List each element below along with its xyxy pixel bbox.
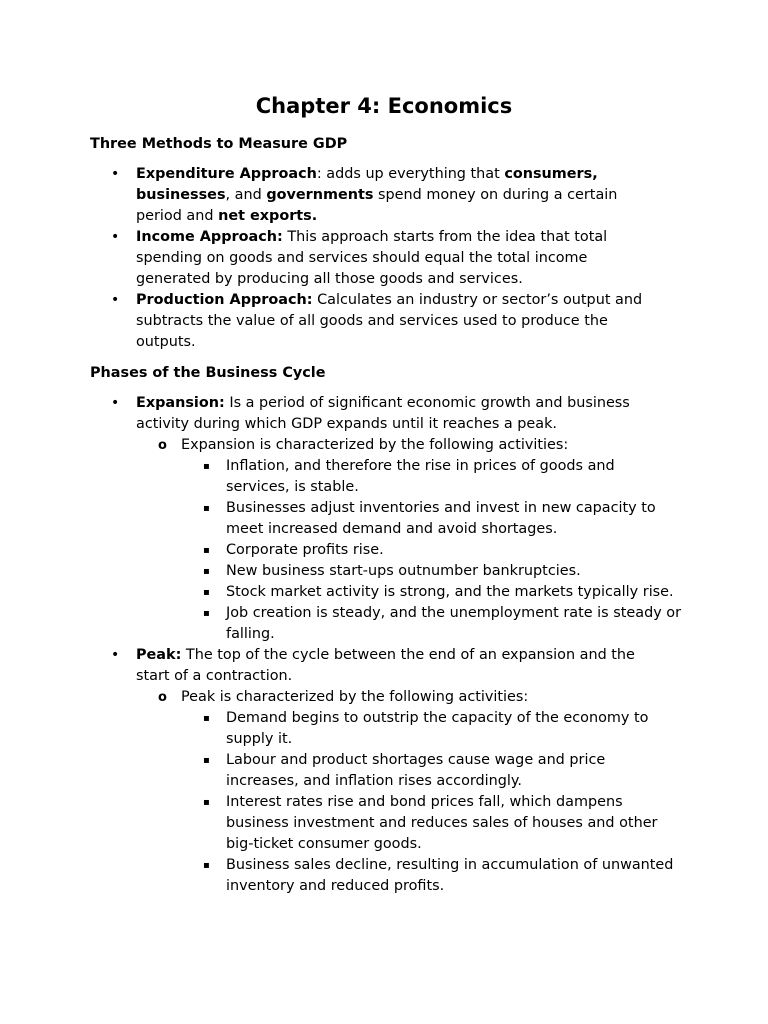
square-bullet-icon: ▪ bbox=[203, 587, 210, 598]
point-text: Business sales decline, resulting in accumulation of unwanted inventory and reduced profits. bbox=[226, 857, 674, 894]
point-text: Demand begins to outstrip the capacity of the economy to supply it. bbox=[226, 710, 649, 747]
item-label: Peak: bbox=[136, 647, 182, 663]
circle-marker: o bbox=[158, 690, 167, 705]
point-text: Inflation, and therefore the rise in prices of goods and services, is stable. bbox=[226, 458, 615, 495]
list-item-expenditure bbox=[0, 164, 666, 227]
peak-point bbox=[0, 750, 681, 792]
square-bullet-icon: ▪ bbox=[203, 860, 210, 871]
expansion-point bbox=[0, 603, 681, 645]
square-bullet-icon: ▪ bbox=[203, 713, 210, 724]
square-bullet-icon: ▪ bbox=[203, 566, 210, 577]
item-emphasis: governments bbox=[266, 187, 374, 203]
point-text: Corporate profits rise. bbox=[226, 542, 384, 558]
expansion-point bbox=[0, 561, 681, 582]
sub-item-expansion bbox=[0, 435, 681, 456]
list-item-income bbox=[0, 227, 666, 290]
section-heading-gdp: Three Methods to Measure GDP bbox=[90, 136, 348, 152]
list-item-expansion bbox=[0, 393, 666, 435]
item-text: The top of the cycle between the end of an expansion and the start of a contraction. bbox=[136, 647, 635, 684]
expansion-point bbox=[0, 498, 681, 540]
item-text: : adds up everything that bbox=[316, 166, 505, 182]
point-text: Job creation is steady, and the unemployment rate is steady or falling. bbox=[226, 605, 682, 642]
gdp-methods-list bbox=[0, 164, 768, 353]
square-bullet-icon: ▪ bbox=[203, 755, 210, 766]
bullet-marker: • bbox=[111, 166, 120, 182]
item-emphasis: net exports. bbox=[218, 208, 318, 224]
item-text: , and bbox=[225, 187, 267, 203]
item-text: This approach starts from the idea that total spending on goods and services should equal the total income generated by producing all those goods and services. bbox=[136, 229, 608, 287]
item-emphasis: consumers, businesses bbox=[136, 166, 598, 203]
list-item-production bbox=[0, 290, 666, 353]
bullet-marker: • bbox=[111, 647, 120, 663]
list-item-peak bbox=[0, 645, 666, 687]
circle-marker: o bbox=[158, 438, 167, 453]
item-text: Is a period of significant economic growth and business activity during which GDP expands until it reaches a peak. bbox=[136, 395, 630, 432]
bullet-marker: • bbox=[111, 229, 120, 245]
square-bullet-icon: ▪ bbox=[203, 797, 210, 808]
sub-item-text: Expansion is characterized by the following activities: bbox=[181, 437, 569, 453]
square-bullet-icon: ▪ bbox=[203, 545, 210, 556]
square-bullet-icon: ▪ bbox=[203, 503, 210, 514]
sub-item-text: Peak is characterized by the following activities: bbox=[181, 689, 529, 705]
peak-point bbox=[0, 708, 681, 750]
point-text: Labour and product shortages cause wage and price increases, and inflation rises accordingly. bbox=[226, 752, 606, 789]
bullet-marker: • bbox=[111, 292, 120, 308]
point-text: Stock market activity is strong, and the markets typically rise. bbox=[226, 584, 674, 600]
square-bullet-icon: ▪ bbox=[203, 608, 210, 619]
item-text: Calculates an industry or sector’s output and subtracts the value of all goods and services used to produce the outputs. bbox=[136, 292, 643, 350]
sub-item-peak bbox=[0, 687, 681, 708]
item-label: Expansion: bbox=[136, 395, 225, 411]
point-text: New business start-ups outnumber bankruptcies. bbox=[226, 563, 581, 579]
square-bullet-icon: ▪ bbox=[203, 461, 210, 472]
expansion-point bbox=[0, 456, 681, 498]
item-label: Expenditure Approach bbox=[136, 166, 317, 182]
section-heading-business-cycle: Phases of the Business Cycle bbox=[90, 365, 326, 381]
expansion-point bbox=[0, 540, 681, 561]
bullet-marker: • bbox=[111, 395, 120, 411]
item-label: Production Approach: bbox=[136, 292, 313, 308]
peak-point bbox=[0, 792, 681, 855]
point-text: Interest rates rise and bond prices fall, which dampens business investment and reduces sales of houses and other big-ticket consumer goods. bbox=[226, 794, 658, 852]
point-text: Businesses adjust inventories and invest in new capacity to meet increased demand and avoid shortages. bbox=[226, 500, 656, 537]
item-label: Income Approach: bbox=[136, 229, 283, 245]
page-title: Chapter 4: Economics bbox=[255, 94, 513, 118]
expansion-point bbox=[0, 582, 681, 603]
peak-point bbox=[0, 855, 681, 897]
business-cycle-list bbox=[0, 393, 768, 897]
item-text: spend money on during a certain period and bbox=[136, 187, 618, 224]
